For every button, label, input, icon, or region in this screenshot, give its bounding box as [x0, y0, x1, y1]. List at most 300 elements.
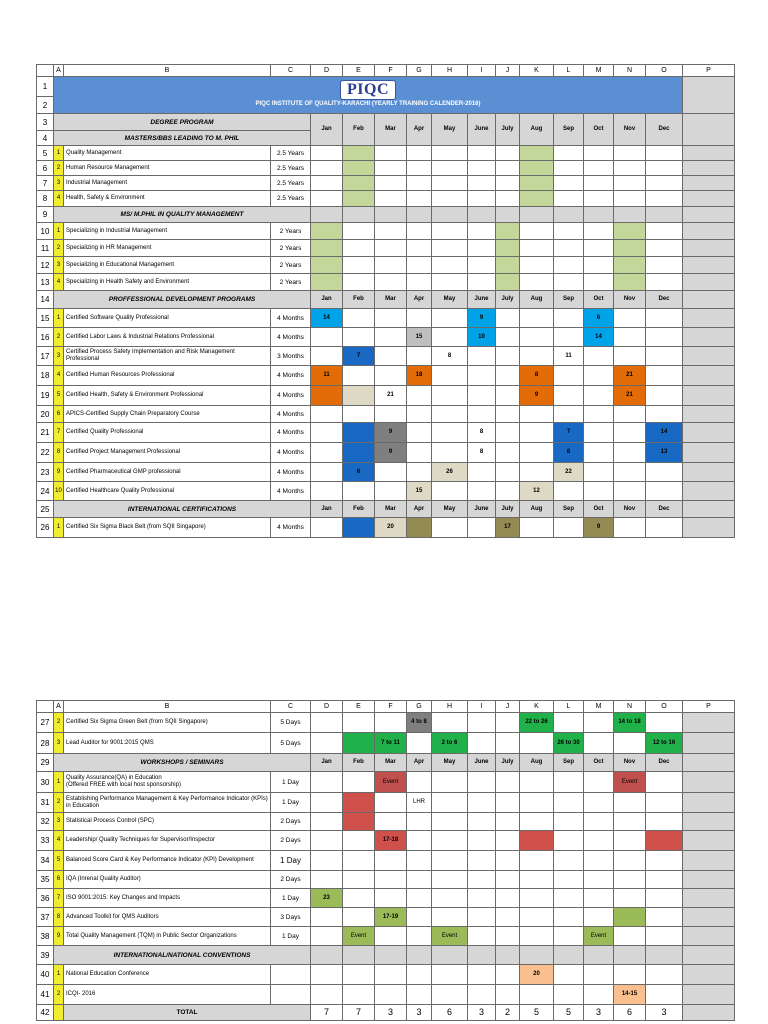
corner-cell[interactable]	[37, 701, 54, 713]
corner-cell[interactable]	[37, 65, 54, 77]
cell[interactable]	[407, 309, 432, 328]
month-header[interactable]: Nov	[614, 501, 646, 518]
col-header-k[interactable]: K	[520, 65, 554, 77]
cell[interactable]	[584, 965, 614, 985]
cell[interactable]	[554, 366, 584, 386]
item-index[interactable]: 8	[54, 443, 64, 463]
cell[interactable]	[584, 406, 614, 423]
cell[interactable]	[683, 366, 735, 386]
row-number[interactable]: 24	[37, 482, 54, 501]
item-index[interactable]: 2	[54, 240, 64, 257]
cell[interactable]	[646, 713, 683, 733]
cell[interactable]	[407, 161, 432, 176]
cell[interactable]	[520, 347, 554, 366]
row-number[interactable]: 26	[37, 518, 54, 538]
cell[interactable]: 23	[311, 889, 343, 908]
cell[interactable]	[554, 713, 584, 733]
course-name[interactable]: Certified Six Sigma Green Belt (from SQII Singapore)	[64, 713, 271, 733]
col-header-n[interactable]: N	[614, 701, 646, 713]
row-number[interactable]: 14	[37, 291, 54, 309]
cell[interactable]: 14 to 18	[614, 713, 646, 733]
col-header-d[interactable]: D	[311, 65, 343, 77]
cell[interactable]	[468, 946, 496, 965]
cell[interactable]	[468, 161, 496, 176]
cell[interactable]	[375, 482, 407, 501]
cell[interactable]	[343, 240, 375, 257]
cell[interactable]	[496, 851, 520, 871]
cell[interactable]	[311, 482, 343, 501]
row-number[interactable]: 35	[37, 871, 54, 889]
cell[interactable]	[614, 146, 646, 161]
cell[interactable]	[407, 733, 432, 754]
row-number[interactable]: 10	[37, 223, 54, 240]
item-index[interactable]: 10	[54, 482, 64, 501]
cell[interactable]	[683, 161, 735, 176]
cell[interactable]	[375, 328, 407, 347]
cell[interactable]	[646, 813, 683, 831]
cell[interactable]	[375, 309, 407, 328]
cell[interactable]	[311, 406, 343, 423]
cell[interactable]	[468, 965, 496, 985]
cell[interactable]	[468, 406, 496, 423]
row-number[interactable]: 22	[37, 443, 54, 463]
cell[interactable]	[375, 146, 407, 161]
section-header[interactable]: WORKSHOPS / SEMINARS	[54, 754, 311, 772]
cell[interactable]	[311, 161, 343, 176]
row-number[interactable]: 31	[37, 793, 54, 813]
cell[interactable]	[683, 985, 735, 1005]
col-header-l[interactable]: L	[554, 65, 584, 77]
cell[interactable]	[614, 831, 646, 851]
cell[interactable]	[683, 309, 735, 328]
duration[interactable]: 2.5 Years	[271, 146, 311, 161]
cell[interactable]	[311, 965, 343, 985]
cell[interactable]	[343, 793, 375, 813]
cell[interactable]	[683, 713, 735, 733]
cell[interactable]	[311, 257, 343, 274]
item-index[interactable]: 1	[54, 772, 64, 793]
cell[interactable]	[496, 406, 520, 423]
cell[interactable]	[554, 482, 584, 501]
month-header[interactable]: Aug	[520, 501, 554, 518]
cell[interactable]	[468, 240, 496, 257]
cell[interactable]	[343, 274, 375, 291]
cell[interactable]	[375, 240, 407, 257]
cell[interactable]	[646, 927, 683, 946]
month-header[interactable]: June	[468, 754, 496, 772]
cell[interactable]	[646, 463, 683, 482]
item-index[interactable]: 3	[54, 733, 64, 754]
cell[interactable]	[646, 366, 683, 386]
cell[interactable]	[683, 207, 735, 223]
cell[interactable]	[646, 406, 683, 423]
cell[interactable]	[584, 386, 614, 406]
cell[interactable]: 14-15	[614, 985, 646, 1005]
col-header-h[interactable]: H	[432, 701, 468, 713]
cell[interactable]: 10	[468, 328, 496, 347]
month-header[interactable]: June	[468, 501, 496, 518]
cell[interactable]	[311, 423, 343, 443]
cell[interactable]	[584, 713, 614, 733]
cell[interactable]	[584, 176, 614, 191]
cell[interactable]	[432, 482, 468, 501]
course-name[interactable]: National Education Conference	[64, 965, 271, 985]
cell[interactable]	[554, 406, 584, 423]
cell[interactable]	[584, 851, 614, 871]
row-number[interactable]: 33	[37, 831, 54, 851]
cell[interactable]	[407, 772, 432, 793]
cell[interactable]	[496, 733, 520, 754]
cell[interactable]	[683, 443, 735, 463]
cell[interactable]	[584, 831, 614, 851]
total-value[interactable]: 6	[614, 1005, 646, 1021]
cell[interactable]	[614, 423, 646, 443]
duration[interactable]: 4 Months	[271, 386, 311, 406]
cell[interactable]	[432, 274, 468, 291]
row-number[interactable]: 11	[37, 240, 54, 257]
item-index[interactable]: 8	[54, 908, 64, 927]
cell[interactable]: 7 to 11	[375, 733, 407, 754]
cell[interactable]	[614, 328, 646, 347]
item-index[interactable]: 3	[54, 813, 64, 831]
row-number[interactable]: 4	[37, 131, 54, 146]
cell[interactable]	[311, 328, 343, 347]
cell[interactable]	[584, 772, 614, 793]
cell[interactable]	[614, 482, 646, 501]
duration[interactable]	[271, 985, 311, 1005]
course-name[interactable]: Balanced Score Card & Key Performance Indicator (KPI) Development	[64, 851, 271, 871]
cell[interactable]	[683, 176, 735, 191]
duration[interactable]: 2 Years	[271, 257, 311, 274]
cell[interactable]	[375, 851, 407, 871]
month-header[interactable]: Oct	[584, 114, 614, 146]
cell[interactable]	[520, 146, 554, 161]
col-header-p[interactable]: P	[683, 65, 735, 77]
course-name[interactable]: Certified Labor Laws & Industrial Relations Professional	[64, 328, 271, 347]
row-number[interactable]: 13	[37, 274, 54, 291]
cell[interactable]	[496, 366, 520, 386]
row-number[interactable]: 37	[37, 908, 54, 927]
cell[interactable]: 20	[375, 518, 407, 538]
total-value[interactable]: 3	[584, 1005, 614, 1021]
cell[interactable]	[584, 347, 614, 366]
cell[interactable]	[343, 871, 375, 889]
cell[interactable]	[496, 347, 520, 366]
item-index[interactable]: 9	[54, 927, 64, 946]
col-header-h[interactable]: H	[432, 65, 468, 77]
section-header[interactable]: DEGREE PROGRAM	[54, 114, 311, 131]
cell[interactable]	[683, 423, 735, 443]
cell[interactable]	[646, 946, 683, 965]
cell[interactable]	[520, 927, 554, 946]
cell[interactable]: 21	[614, 386, 646, 406]
row-number[interactable]: 9	[37, 207, 54, 223]
month-header[interactable]: July	[496, 291, 520, 309]
cell[interactable]	[554, 813, 584, 831]
cell[interactable]	[614, 851, 646, 871]
cell[interactable]	[496, 831, 520, 851]
cell[interactable]	[432, 871, 468, 889]
cell[interactable]	[584, 207, 614, 223]
item-index[interactable]: 6	[54, 406, 64, 423]
cell[interactable]	[311, 240, 343, 257]
cell[interactable]	[496, 463, 520, 482]
cell[interactable]	[683, 908, 735, 927]
cell[interactable]	[311, 793, 343, 813]
total-value[interactable]: 5	[520, 1005, 554, 1021]
month-header[interactable]: Apr	[407, 114, 432, 146]
cell[interactable]	[468, 793, 496, 813]
cell[interactable]	[554, 176, 584, 191]
cell[interactable]	[375, 946, 407, 965]
cell[interactable]	[683, 946, 735, 965]
cell[interactable]: 14	[311, 309, 343, 328]
cell[interactable]	[468, 831, 496, 851]
cell[interactable]	[646, 871, 683, 889]
cell[interactable]	[554, 223, 584, 240]
row-number[interactable]: 5	[37, 146, 54, 161]
cell[interactable]: 11	[311, 366, 343, 386]
row-number[interactable]: 1	[37, 77, 54, 97]
cell[interactable]	[468, 772, 496, 793]
cell[interactable]	[343, 518, 375, 538]
cell[interactable]	[343, 406, 375, 423]
col-header-e[interactable]: E	[343, 701, 375, 713]
section-header[interactable]: INTERNATIONAL/NATIONAL CONVENTIONS	[54, 946, 311, 965]
item-index[interactable]: 2	[54, 161, 64, 176]
month-header[interactable]: Apr	[407, 291, 432, 309]
cell[interactable]	[496, 985, 520, 1005]
cell[interactable]	[407, 851, 432, 871]
month-header[interactable]: Mar	[375, 754, 407, 772]
cell[interactable]	[520, 240, 554, 257]
month-header[interactable]: Aug	[520, 754, 554, 772]
month-header[interactable]: Oct	[584, 501, 614, 518]
duration[interactable]: 4 Months	[271, 328, 311, 347]
cell[interactable]	[683, 772, 735, 793]
cell[interactable]	[554, 161, 584, 176]
cell[interactable]	[468, 191, 496, 207]
cell[interactable]	[468, 985, 496, 1005]
cell[interactable]	[407, 985, 432, 1005]
cell[interactable]: 9	[468, 309, 496, 328]
cell[interactable]	[343, 423, 375, 443]
cell[interactable]	[646, 889, 683, 908]
cell[interactable]: 21	[375, 386, 407, 406]
cell[interactable]	[343, 309, 375, 328]
cell[interactable]	[496, 146, 520, 161]
row-number[interactable]: 27	[37, 713, 54, 733]
cell[interactable]	[468, 207, 496, 223]
item-index[interactable]: 5	[54, 386, 64, 406]
cell[interactable]	[614, 240, 646, 257]
duration[interactable]: 5 Days	[271, 733, 311, 754]
course-name[interactable]: Certified Pharmaceutical GMP professional	[64, 463, 271, 482]
cell[interactable]	[646, 161, 683, 176]
cell[interactable]	[646, 347, 683, 366]
cell[interactable]: Event	[614, 772, 646, 793]
cell[interactable]	[683, 482, 735, 501]
item-index[interactable]: 3	[54, 176, 64, 191]
cell[interactable]	[520, 257, 554, 274]
cell[interactable]	[683, 965, 735, 985]
cell[interactable]	[554, 207, 584, 223]
duration[interactable]: 4 Months	[271, 518, 311, 538]
cell[interactable]	[646, 831, 683, 851]
cell[interactable]	[343, 223, 375, 240]
cell[interactable]	[432, 946, 468, 965]
cell[interactable]	[375, 985, 407, 1005]
month-header[interactable]: Feb	[343, 291, 375, 309]
cell[interactable]	[584, 146, 614, 161]
cell[interactable]	[407, 223, 432, 240]
cell[interactable]	[683, 501, 735, 518]
cell[interactable]	[468, 366, 496, 386]
cell[interactable]	[646, 851, 683, 871]
cell[interactable]	[407, 443, 432, 463]
row-number[interactable]: 7	[37, 176, 54, 191]
cell[interactable]: 7	[343, 347, 375, 366]
month-header[interactable]: May	[432, 114, 468, 146]
cell[interactable]	[520, 176, 554, 191]
cell[interactable]	[432, 713, 468, 733]
cell[interactable]: 18	[407, 366, 432, 386]
cell[interactable]	[343, 257, 375, 274]
cell[interactable]	[554, 274, 584, 291]
col-header-n[interactable]: N	[614, 65, 646, 77]
cell[interactable]	[520, 328, 554, 347]
cell[interactable]: 17-18	[375, 831, 407, 851]
duration[interactable]: 1 Day	[271, 889, 311, 908]
cell[interactable]	[683, 347, 735, 366]
cell[interactable]	[584, 443, 614, 463]
cell[interactable]	[646, 985, 683, 1005]
duration[interactable]: 4 Months	[271, 366, 311, 386]
total-value[interactable]: 3	[375, 1005, 407, 1021]
cell[interactable]	[554, 965, 584, 985]
cell[interactable]	[614, 347, 646, 366]
cell[interactable]	[520, 813, 554, 831]
total-value[interactable]: 7	[311, 1005, 343, 1021]
total-value[interactable]: 7	[343, 1005, 375, 1021]
cell[interactable]	[496, 328, 520, 347]
cell[interactable]	[432, 985, 468, 1005]
cell[interactable]	[554, 871, 584, 889]
month-header[interactable]: Dec	[646, 291, 683, 309]
cell[interactable]	[496, 889, 520, 908]
col-header-j[interactable]: J	[496, 65, 520, 77]
course-name[interactable]: APICS-Certified Supply Chain Preparatory Course	[64, 406, 271, 423]
cell[interactable]	[375, 161, 407, 176]
month-header[interactable]: Dec	[646, 501, 683, 518]
cell[interactable]	[468, 463, 496, 482]
cell[interactable]	[646, 386, 683, 406]
course-name[interactable]: Certified Quality Professional	[64, 423, 271, 443]
cell[interactable]	[468, 176, 496, 191]
col-header-o[interactable]: O	[646, 65, 683, 77]
cell[interactable]: Event	[375, 772, 407, 793]
col-header-c[interactable]: C	[271, 701, 311, 713]
cell[interactable]	[375, 223, 407, 240]
cell[interactable]: 11	[554, 347, 584, 366]
cell[interactable]	[407, 946, 432, 965]
duration[interactable]: 2 Days	[271, 871, 311, 889]
course-name[interactable]: Lead Auditor for 9001:2015 QMS	[64, 733, 271, 754]
duration[interactable]: 4 Months	[271, 482, 311, 501]
cell[interactable]	[683, 871, 735, 889]
cell[interactable]: 6	[584, 309, 614, 328]
cell[interactable]	[496, 813, 520, 831]
cell[interactable]	[554, 146, 584, 161]
cell[interactable]	[683, 851, 735, 871]
cell[interactable]: 6	[343, 463, 375, 482]
month-header[interactable]: Nov	[614, 754, 646, 772]
cell[interactable]	[343, 985, 375, 1005]
cell[interactable]	[683, 831, 735, 851]
cell[interactable]: 15	[407, 482, 432, 501]
cell[interactable]	[584, 871, 614, 889]
cell[interactable]	[614, 793, 646, 813]
cell[interactable]	[584, 733, 614, 754]
cell[interactable]	[311, 813, 343, 831]
col-header-i[interactable]: I	[468, 65, 496, 77]
cell[interactable]	[520, 274, 554, 291]
cell[interactable]	[407, 871, 432, 889]
cell[interactable]	[343, 813, 375, 831]
cell[interactable]	[520, 772, 554, 793]
col-header-a[interactable]: A	[54, 65, 64, 77]
cell[interactable]	[584, 793, 614, 813]
cell[interactable]: 8	[520, 366, 554, 386]
duration[interactable]: 4 Months	[271, 443, 311, 463]
cell[interactable]	[432, 793, 468, 813]
section-header[interactable]: MASTERS/BBS LEADING TO M. PHIL	[54, 131, 311, 146]
cell[interactable]	[432, 309, 468, 328]
cell[interactable]	[646, 328, 683, 347]
month-header[interactable]: Mar	[375, 114, 407, 146]
month-header[interactable]: Jan	[311, 501, 343, 518]
month-header[interactable]: June	[468, 114, 496, 146]
cell[interactable]	[311, 851, 343, 871]
cell[interactable]: 8	[554, 443, 584, 463]
cell[interactable]	[496, 207, 520, 223]
row-number[interactable]: 28	[37, 733, 54, 754]
month-header[interactable]: Oct	[584, 754, 614, 772]
title-banner[interactable]	[54, 77, 683, 114]
cell[interactable]: 14	[646, 423, 683, 443]
duration[interactable]	[271, 965, 311, 985]
cell[interactable]	[407, 176, 432, 191]
col-header-l[interactable]: L	[554, 701, 584, 713]
cell[interactable]	[554, 851, 584, 871]
row-number[interactable]: 6	[37, 161, 54, 176]
cell[interactable]	[468, 223, 496, 240]
cell[interactable]	[343, 176, 375, 191]
cell[interactable]	[584, 191, 614, 207]
duration[interactable]: 1 Day	[271, 851, 311, 871]
cell[interactable]	[520, 946, 554, 965]
duration[interactable]: 2 Years	[271, 223, 311, 240]
month-header[interactable]: Oct	[584, 291, 614, 309]
cell[interactable]	[646, 240, 683, 257]
cell[interactable]	[343, 965, 375, 985]
cell[interactable]	[496, 257, 520, 274]
cell[interactable]	[375, 463, 407, 482]
section-header[interactable]: INTERNATIONAL CERTIFICATIONS	[54, 501, 311, 518]
cell[interactable]	[468, 871, 496, 889]
row-number[interactable]: 40	[37, 965, 54, 985]
row-number[interactable]: 39	[37, 946, 54, 965]
